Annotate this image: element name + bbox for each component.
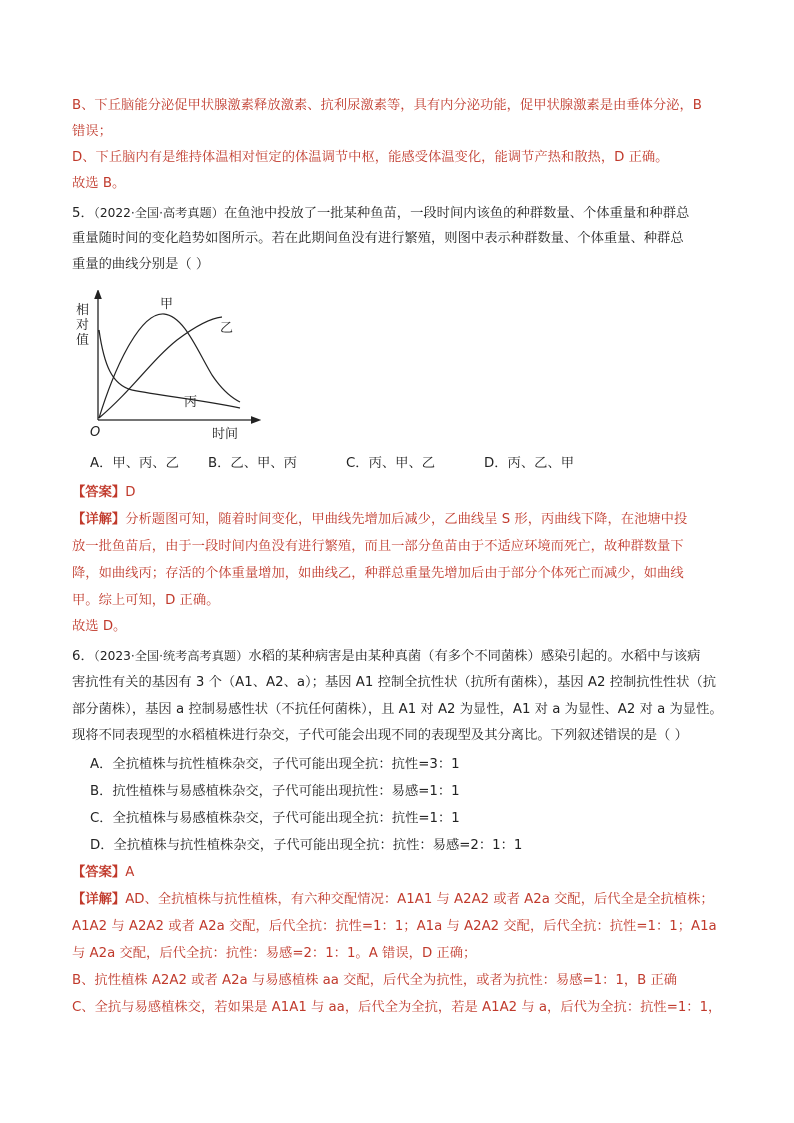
option-b[interactable]: B．抗性植株与易感植株杂交，子代可能出现抗性：易感=1：1 bbox=[90, 784, 460, 799]
origin-label: O bbox=[90, 425, 101, 440]
question-source: （2023·全国·统考高考真题） bbox=[93, 649, 249, 663]
question-text: 害抗性有关的基因有 3 个（A1、A2、a）；基因 A1 控制全抗性状（抗所有菌株），基因 A2 控制抗性性状（抗 bbox=[72, 675, 717, 690]
question-6-stem bbox=[72, 646, 700, 667]
answer-tag: 【答案】 bbox=[72, 865, 126, 880]
question-text: 水稻的某种病害是由某种真菌（有多个不同菌株）感染引起的。水稻中与该病 bbox=[248, 649, 701, 664]
option-b[interactable]: B．乙、甲、丙 bbox=[208, 456, 297, 471]
answer-tag: 【答案】 bbox=[72, 485, 126, 500]
answer-line bbox=[72, 483, 135, 503]
detail-tag: 【详解】 bbox=[72, 892, 126, 907]
question-text: 部分菌株），基因 a 控制易感性状（不抗任何菌株），且 A1 对 A2 为显性，A1 对 a 为显性、A2 对 a 为显性。 bbox=[72, 702, 723, 717]
text-line: B、下丘脑能分泌促甲状腺激素释放激素、抗利尿激素等，具有内分泌功能，促甲状腺激素是由垂体分泌，B bbox=[72, 98, 702, 113]
x-axis-label: 时间 bbox=[212, 427, 239, 442]
curve-label-yi: 乙 bbox=[220, 321, 234, 336]
text-line: D、下丘脑内有是维持体温相对恒定的体温调节中枢，能感受体温变化，能调节产热和散热，D 正确。 bbox=[72, 150, 669, 165]
option-d[interactable]: D．丙、乙、甲 bbox=[484, 456, 575, 471]
text-line: 错误； bbox=[72, 124, 112, 139]
answer-value: A bbox=[125, 865, 135, 880]
question-text: 在鱼池中投放了一批某种鱼苗，一段时间内该鱼的种群数量、个体重量和种群总 bbox=[223, 206, 690, 221]
answer-value: D bbox=[125, 485, 136, 500]
detail-line: 与 A2a 交配，后代全抗：抗性：易感=2：1：1。A 错误，D 正确； bbox=[72, 946, 477, 961]
question-source: （2022·全国·高考真题） bbox=[93, 206, 224, 220]
detail-line: 【详解】AD、全抗植株与抗性植株，有六种交配情况：A1A1 与 A2A2 或者 A2a 交配，后代全是全抗植株； bbox=[72, 892, 714, 907]
question-number: 6． bbox=[72, 649, 94, 664]
figure-chart bbox=[72, 290, 262, 450]
option-a[interactable]: A．全抗植株与抗性植株杂交，子代可能出现全抗：抗性=3：1 bbox=[90, 757, 460, 772]
option-a[interactable]: A．甲、丙、乙 bbox=[90, 456, 179, 471]
detail-line: 降，如曲线丙；存活的个体重量增加，如曲线乙，种群总重量先增加后由于部分个体死亡而减少，如曲线 bbox=[72, 566, 684, 581]
options-row bbox=[90, 454, 574, 474]
detail-line: C、全抗与易感植株交，若如果是 A1A1 与 aa，后代全为全抗，若是 A1A2 与 a，后代为全抗：抗性=1：1， bbox=[72, 1000, 722, 1015]
question-text: 重量的曲线分别是（ ） bbox=[72, 257, 210, 272]
question-number: 5． bbox=[72, 206, 94, 221]
detail-line: B、抗性植株 A2A2 或者 A2a 与易感植株 aa 交配，后代全为抗性，或者为抗性：易感=1：1，B 正确 bbox=[72, 973, 678, 988]
detail-line: 故选 D。 bbox=[72, 619, 127, 634]
detail-line: 甲。综上可知，D 正确。 bbox=[72, 593, 220, 608]
question-5-stem bbox=[72, 203, 689, 224]
detail-tag: 【详解】 bbox=[72, 512, 126, 527]
curve-jia bbox=[99, 314, 240, 418]
curve-bing bbox=[99, 330, 240, 408]
curve-label-bing: 丙 bbox=[184, 395, 198, 410]
text-line: 故选 B。 bbox=[72, 176, 126, 191]
answer-line bbox=[72, 863, 134, 883]
option-c[interactable]: C．全抗植株与易感植株杂交，子代可能出现全抗：抗性=1：1 bbox=[90, 811, 460, 826]
option-c[interactable]: C．丙、甲、乙 bbox=[346, 456, 436, 471]
question-text: 重量随时间的变化趋势如图所示。若在此期间鱼没有进行繁殖，则图中表示种群数量、个体重量、种群总 bbox=[72, 231, 684, 246]
question-text: 现将不同表现型的水稻植株进行杂交，子代可能会出现不同的表现型及其分离比。下列叙述错误的是（ ） bbox=[72, 728, 688, 743]
detail-line: A1A2 与 A2A2 或者 A2a 交配，后代全抗：抗性=1：1；A1a 与 A2A2 交配，后代全抗：抗性=1：1；A1a bbox=[72, 919, 717, 934]
y-axis-label: 相对值 bbox=[76, 303, 90, 348]
option-d[interactable]: D．全抗植株与抗性植株杂交，子代可能出现全抗：抗性：易感=2：1：1 bbox=[90, 838, 523, 853]
curve-label-jia: 甲 bbox=[160, 297, 174, 312]
detail-line: 放一批鱼苗后，由于一段时间内鱼没有进行繁殖，而且一部分鱼苗由于不适应环境而死亡，故种群数量下 bbox=[72, 539, 684, 554]
detail-line: 【详解】分析题图可知，随着时间变化，甲曲线先增加后减少，乙曲线呈 S 形，丙曲线下降，在池塘中投 bbox=[72, 512, 688, 527]
